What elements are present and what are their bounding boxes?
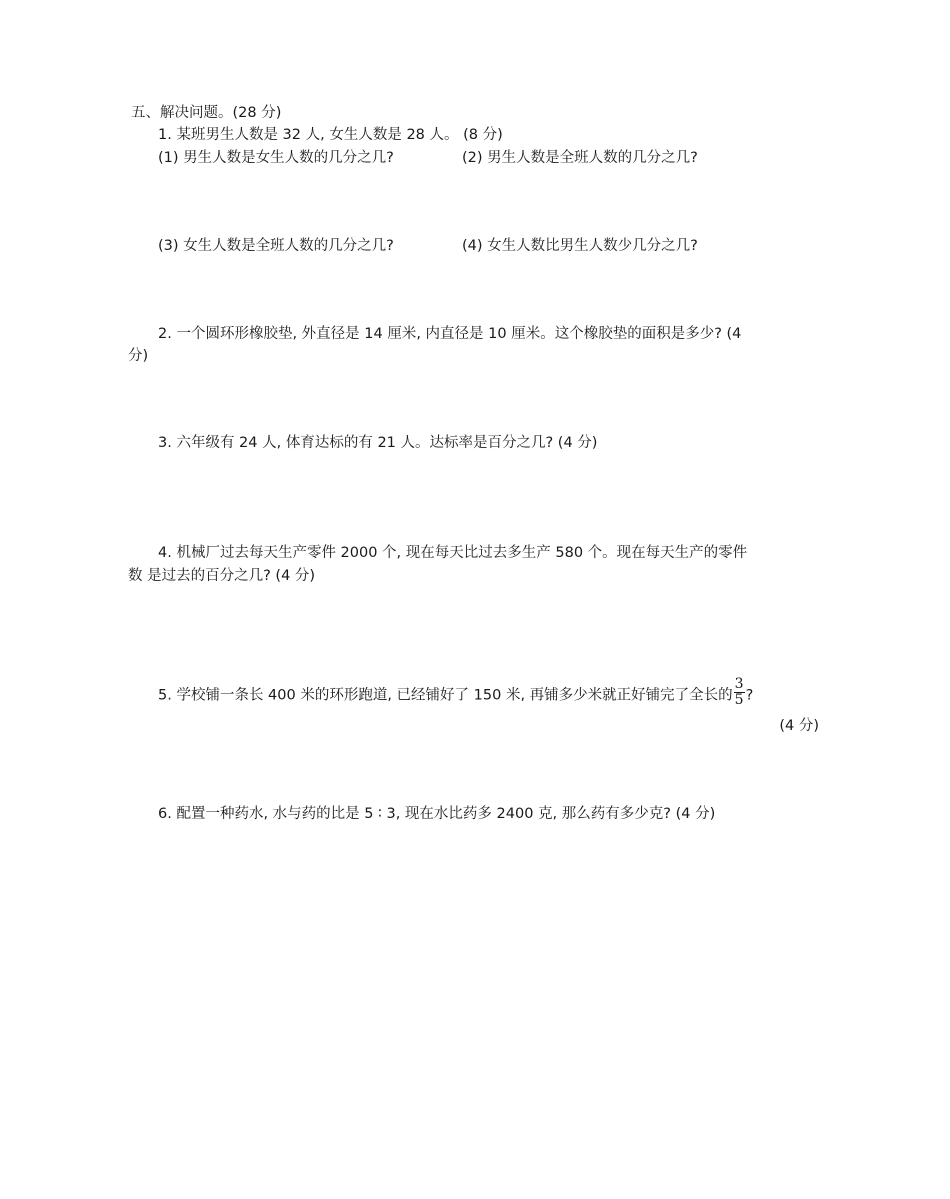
question-1-sub-3: (3) 女生人数是全班人数的几分之几? <box>158 238 394 254</box>
section-title: 五、解决问题。(28 分) <box>131 105 282 121</box>
fraction-denominator: 5 <box>734 692 744 708</box>
fraction-numerator: 3 <box>734 676 744 692</box>
fraction <box>734 677 745 708</box>
question-5-score: (4 分) <box>779 718 819 734</box>
question-2-line-1: 2. 一个圆环形橡胶垫, 外直径是 14 厘米, 内直径是 10 厘米。这个橡胶垫的面积是多少? (4 <box>158 326 742 342</box>
question-1-sub-2: (2) 男生人数是全班人数的几分之几? <box>462 150 698 166</box>
question-1-stem: 1. 某班男生人数是 32 人, 女生人数是 28 人。 (8 分) <box>158 127 503 143</box>
question-1-sub-1: (1) 男生人数是女生人数的几分之几? <box>158 150 394 166</box>
question-3: 3. 六年级有 24 人, 体育达标的有 21 人。达标率是百分之几? (4 分) <box>158 435 598 451</box>
question-2-line-2: 分) <box>128 348 149 364</box>
question-5-text: 5. 学校铺一条长 400 米的环形跑道, 已经铺好了 150 米, 再铺多少米就正好铺完了全长的 <box>158 687 733 704</box>
question-4-line-2: 数 是过去的百分之几? (4 分) <box>128 568 316 584</box>
question-5-end: ? <box>745 687 754 704</box>
question-5 <box>158 676 754 711</box>
question-6: 6. 配置一种药水, 水与药的比是 5 ∶ 3, 现在水比药多 2400 克, 那么药有多少克? (4 分) <box>158 806 716 822</box>
question-4-line-1: 4. 机械厂过去每天生产零件 2000 个, 现在每天比过去多生产 580 个。现在每天生产的零件 <box>158 545 748 561</box>
question-1-sub-4: (4) 女生人数比男生人数少几分之几? <box>462 238 698 254</box>
